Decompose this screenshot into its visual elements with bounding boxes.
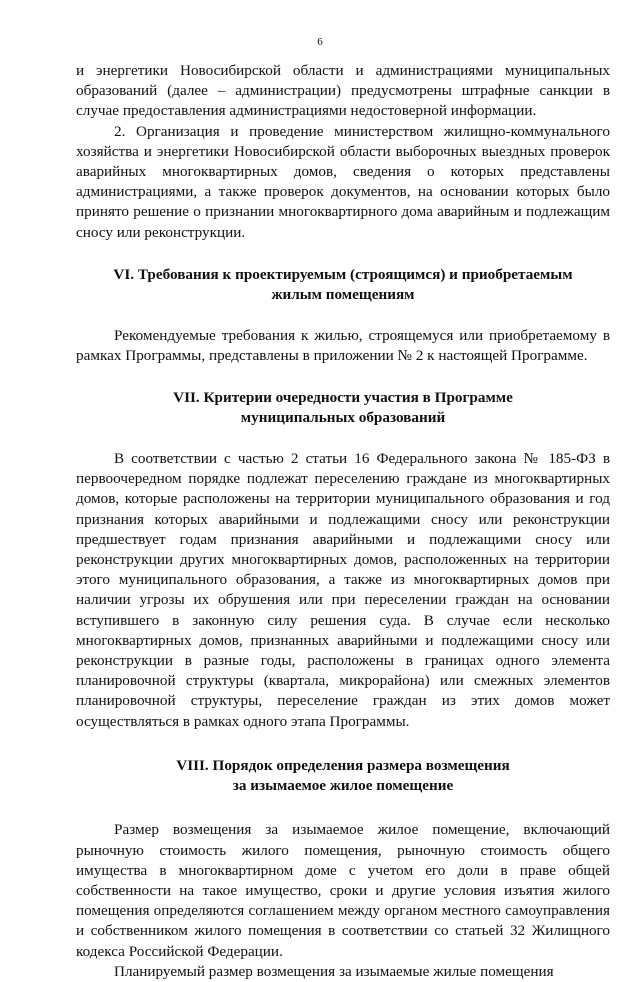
section-8-heading-line2: за изымаемое жилое помещение [232, 777, 454, 795]
section-8-paragraph-1: Размер возмещения за изымаемое жилое помещение, включающий рыночную стоимость жилого помещения, рыночную стоимость общего имущества в многоквартирном доме с учетом его доли в праве общей собственности на такое имущество, сроки и другие условия изъятия жилого помещения определяются соглашением между органом местного самоуправления и собственником жилого помещения в соответствии со статьей 32 Жилищного кодекса Российской Федерации. [76, 821, 610, 960]
section-7-heading-line2: муниципальных образований [240, 408, 446, 426]
section-7-paragraph: В соответствии с частью 2 статьи 16 Федерального закона № 185-ФЗ в первоочередном порядке подлежат переселению граждане из многоквартирных домов, которые расположены на территории муниципального образования и год признания которых аварийными и подлежащими сносу или реконструкции предшествует годам признания аварийными и подлежащими сносу или реконструкции других многоквартирных домов, расположенных на территории этого муниципального образования, а также из многоквартирных домов при наличии угрозы их обрушения или при переселении граждан на основании вступившего в законную силу решения суда. В случае если несколько многоквартирных домов, признанных аварийными и подлежащими сносу или реконструкции в разные годы, расположены в границах одного элемента планировочной структуры (квартала, микрорайона) или смежных элементов планировочной структуры, переселение граждан из этих домов может осуществляться в рамках одного этапа Программы. [76, 450, 610, 730]
section-8-paragraph-2: Планируемый размер возмещения за изымаемые жилые помещения [114, 962, 554, 980]
section-7-heading [76, 388, 610, 428]
spacer [76, 305, 610, 326]
spacer [76, 428, 610, 449]
section-6-paragraph: Рекомендуемые требования к жилью, строящемуся или приобретаемому в рамках Программы, представлены в приложении № 2 к настоящей Программе. [76, 327, 610, 365]
paragraph-continuation: и энергетики Новосибирской области и администрациями муниципальных образований (далее – администрации) предусмотрены штрафные санкции в случае предоставления администрациями недостоверной информации. [76, 62, 610, 120]
section-6-heading-line2: жилым помещениям [271, 286, 415, 304]
section-7-heading-line1: VII. Критерии очередности участия в Программе [173, 388, 513, 406]
section-8-heading [76, 756, 610, 796]
document-body [76, 61, 610, 982]
section-6-heading-line1: VI. Требования к проектируемым (строящимся) и приобретаемым [113, 265, 573, 283]
paragraph-item-2: 2. Организация и проведение министерством жилищно-коммунального хозяйства и энергетики Новосибирской области выборочных выездных проверок аварийных многоквартирных домов, сведения о которых представлены администрациями, а также проверок документов, на основании которых было принято решение о признании многоквартирного дома аварийным и подлежащим сносу или реконструкции. [76, 122, 610, 241]
section-8-heading-line1: VIII. Порядок определения размера возмещения [176, 756, 510, 774]
section-6-heading [76, 265, 610, 305]
page-number: 6 [317, 36, 323, 48]
spacer [76, 243, 610, 265]
spacer [76, 732, 610, 756]
spacer [76, 796, 610, 820]
spacer [76, 367, 610, 388]
